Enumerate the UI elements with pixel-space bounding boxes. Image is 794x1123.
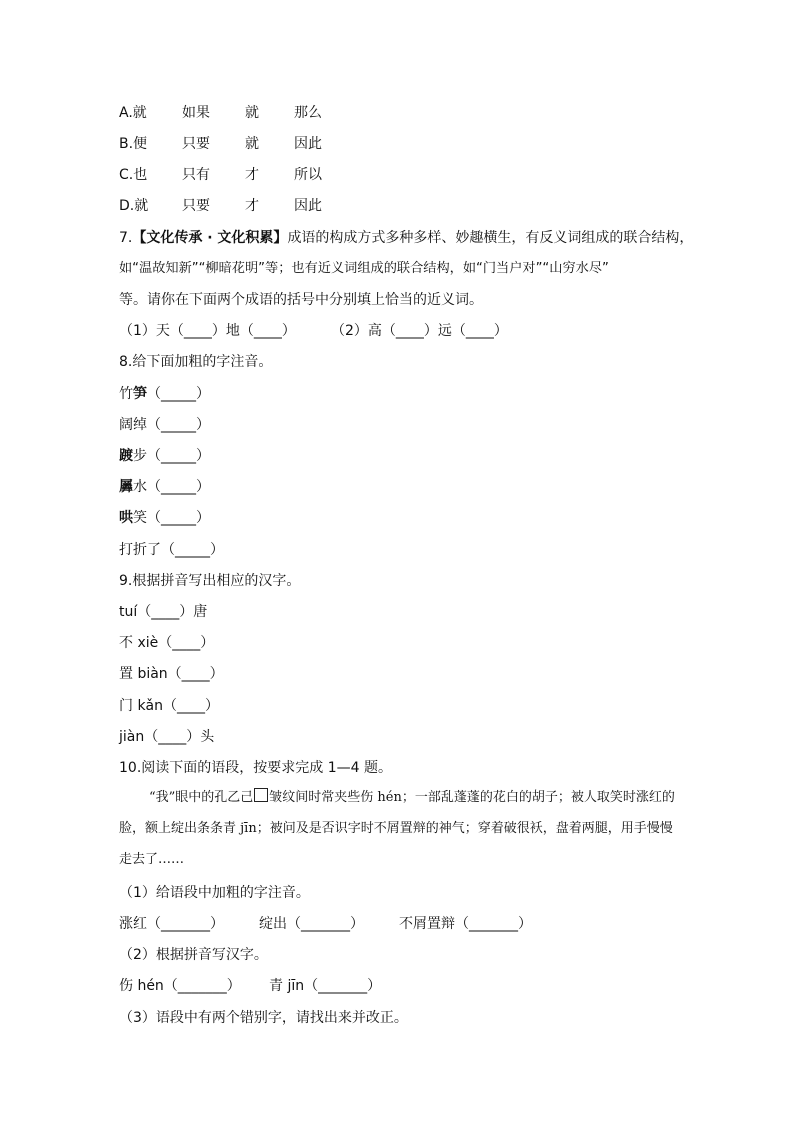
q7-blank-2[interactable]: （2）高（____）远（____） bbox=[331, 323, 508, 339]
q10-sub2: （2）根据拼音写汉字。 bbox=[119, 947, 268, 963]
missing-char-box bbox=[254, 788, 268, 802]
q8-item-1-pre: 竹 bbox=[119, 386, 133, 402]
q8-item-3-blank: （_____） bbox=[147, 448, 210, 464]
q8-item-5-blank: （_____） bbox=[147, 510, 210, 526]
q10-sub1: （1）给语段中加粗的字注音。 bbox=[119, 885, 310, 901]
q7-line-1 bbox=[119, 228, 693, 248]
q9-item-4[interactable]: 门 kǎn（____） bbox=[119, 698, 220, 714]
q8-title: 8.给下面加粗的字注音。 bbox=[119, 354, 273, 370]
q8-item-5-post: 笑 bbox=[133, 510, 147, 526]
option-a-3: 那么 bbox=[294, 105, 322, 121]
q10-sub2-item-2[interactable]: 青 jīn（_______） bbox=[269, 978, 382, 994]
q10-title: 10.阅读下面的语段，按要求完成 1—4 题。 bbox=[119, 760, 392, 776]
q7-tag: 【文化传承 · 文化积累】 bbox=[132, 230, 288, 246]
option-c-2: 才 bbox=[245, 167, 259, 183]
q8-item-1-blank: （_____） bbox=[147, 386, 210, 402]
q9-title: 9.根据拼音写出相应的汉字。 bbox=[119, 573, 301, 589]
q9-item-2[interactable]: 不 xiè（____） bbox=[119, 635, 215, 651]
q8-item-5[interactable] bbox=[119, 508, 210, 528]
q8-item-4[interactable] bbox=[119, 477, 210, 497]
option-b-0: B.便 bbox=[119, 136, 148, 152]
q8-item-4-bold: 羼 bbox=[119, 479, 133, 495]
q7-number: 7. bbox=[119, 230, 133, 246]
q10-sub1-item-1[interactable]: 涨红（_______） bbox=[119, 916, 224, 932]
q8-item-6[interactable] bbox=[119, 540, 224, 560]
q8-item-3[interactable] bbox=[119, 446, 210, 466]
q9-item-1[interactable]: tuí（____）唐 bbox=[119, 604, 208, 620]
q8-item-2-blank: （_____） bbox=[147, 417, 210, 433]
option-b-1: 只要 bbox=[182, 136, 210, 152]
q10-sub3: （3）语段中有两个错别字，请找出来并改正。 bbox=[119, 1010, 408, 1026]
q7-line-2: 如“温故知新”“柳暗花明”等；也有近义词组成的联合结构，如“门当户对”“山穷水尽” bbox=[119, 261, 609, 276]
option-c-0: C.也 bbox=[119, 167, 148, 183]
option-d-1: 只要 bbox=[182, 198, 210, 214]
q8-item-1-bold: 笋 bbox=[133, 386, 147, 402]
q10-passage-part-1: “我”眼中的孔乙己 bbox=[149, 790, 254, 805]
q7-blank-1[interactable]: （1）天（____）地（____） bbox=[119, 323, 296, 339]
q8-item-2[interactable] bbox=[119, 415, 210, 435]
option-b-3: 因此 bbox=[294, 136, 322, 152]
q7-line-3: 等。请你在下面两个成语的括号中分别填上恰当的近义词。 bbox=[119, 292, 483, 308]
option-b-2: 就 bbox=[245, 136, 259, 152]
q8-item-3-post: 步 bbox=[133, 448, 147, 464]
q8-item-2-pre: 阔绰 bbox=[119, 417, 147, 433]
q10-sub1-item-3[interactable]: 不屑置辩（_______） bbox=[399, 916, 532, 932]
option-d-3: 因此 bbox=[294, 198, 322, 214]
q7-line1-text: 成语的构成方式多种多样、妙趣横生，有反义词组成的联合结构， bbox=[287, 230, 694, 246]
q8-item-1[interactable] bbox=[119, 384, 210, 404]
q9-item-5[interactable]: jiàn（____）头 bbox=[119, 729, 215, 745]
q10-sub2-item-1[interactable]: 伤 hén（_______） bbox=[119, 978, 241, 994]
option-c-3: 所以 bbox=[294, 167, 322, 183]
q8-item-5-bold: 哄 bbox=[119, 510, 133, 526]
option-a-2: 就 bbox=[245, 105, 259, 121]
q10-sub1-item-2[interactable]: 绽出（_______） bbox=[259, 916, 364, 932]
option-c-1: 只有 bbox=[182, 167, 210, 183]
q8-item-6-pre: 打折了 bbox=[119, 542, 161, 558]
option-d-0: D.就 bbox=[119, 198, 149, 214]
q10-passage-part-2: 皱纹间时常夹些伤 hén；一部乱蓬蓬的花白的胡子；被人取笑时涨红的脸，额上绽出条条青 jīn；被问及是否识字时不屑置辩的神气；穿着破很袄，盘着两腿，用手慢慢走去了…… bbox=[119, 790, 675, 867]
q8-item-4-post: 水 bbox=[133, 479, 147, 495]
q8-item-4-blank: （_____） bbox=[147, 479, 210, 495]
option-a-1: 如果 bbox=[182, 105, 210, 121]
q10-passage bbox=[119, 782, 679, 875]
option-a-0: A.就 bbox=[119, 105, 147, 121]
option-d-2: 才 bbox=[245, 198, 259, 214]
q9-item-3[interactable]: 置 biàn（____） bbox=[119, 666, 224, 682]
q8-item-6-blank: （_____） bbox=[161, 542, 224, 558]
q8-item-3-bold: 踱 bbox=[119, 448, 133, 464]
